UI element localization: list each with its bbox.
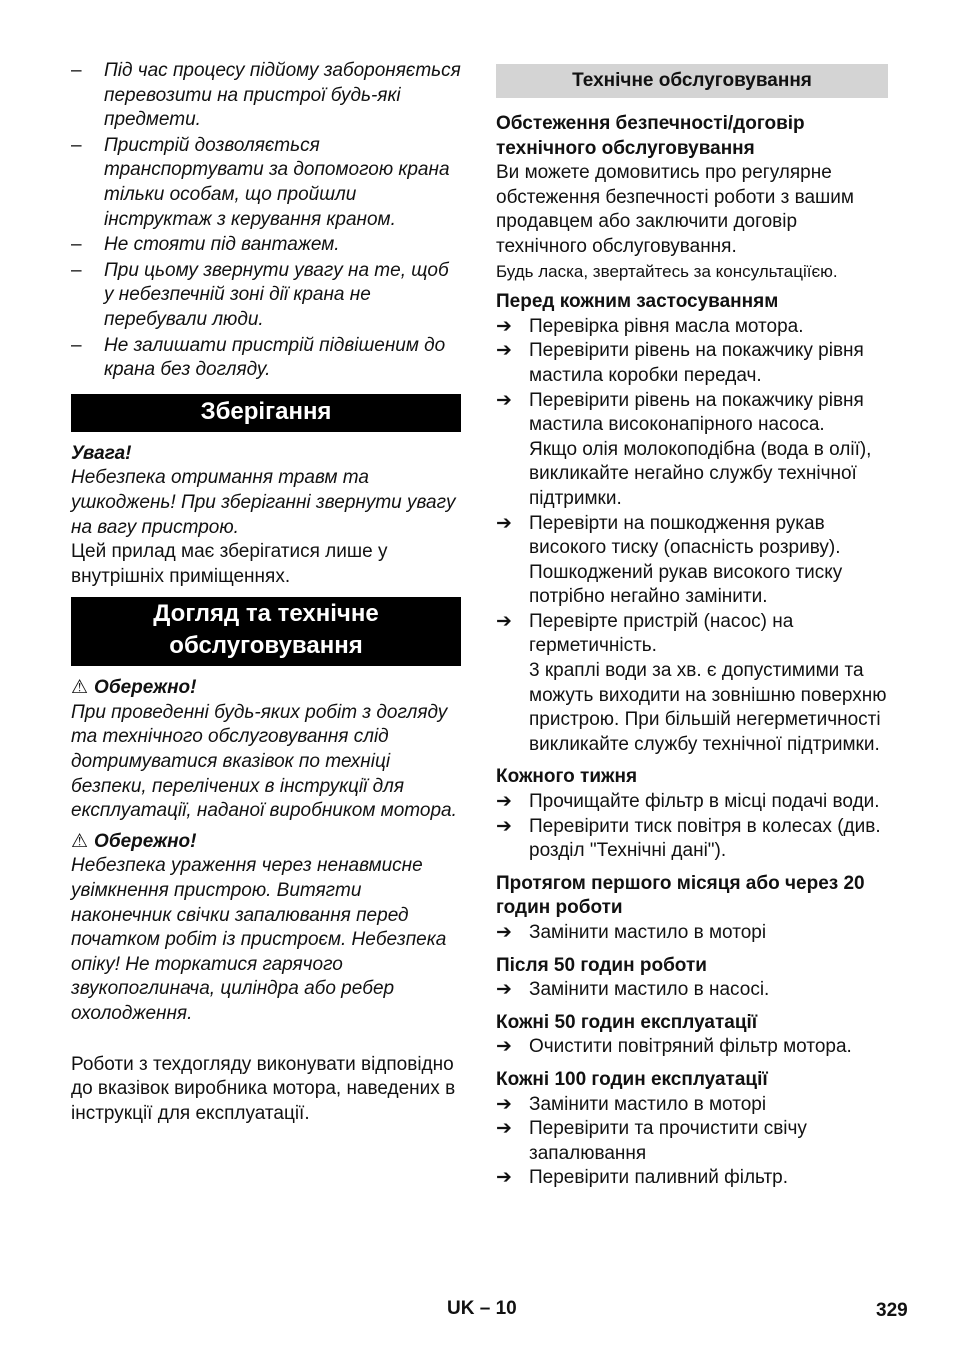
every-50-hours-heading: Кожні 50 годин експлуатації [496, 1011, 758, 1033]
caution-label-text: Обережно! [94, 677, 197, 699]
storage-text: Цей прилад має зберігатися лише у внутрішніх приміщеннях. [71, 541, 388, 587]
list-item-text: Під час процесу підйому забороняється перевозити на пристрої будь-які предмети. [104, 60, 461, 131]
right-column [496, 0, 888, 1191]
caution-label [71, 676, 461, 701]
dash-icon: – [71, 134, 82, 156]
list-item-text: Перевірити та прочистити свічу запалювання [529, 1118, 807, 1164]
list-item [496, 815, 888, 864]
safety-heading: Обстеження безпечності/договір технічного обслуговування [496, 113, 805, 159]
list-item-text: Замінити мастило в насосі. [529, 979, 770, 1001]
list-item [71, 233, 461, 258]
list-item-text: При цьому звернути увагу на те, щоб у небезпечній зоні дії крана не перебували люди. [104, 259, 449, 330]
caution-text: При проведенні будь-яких робіт з догляду та технічного обслуговування слід дотримуватися вказівок по техніці безпеки, перелічених в інструкції для експлуатації, наданої виробником мотора. [71, 701, 457, 822]
warning-icon: ⚠ [71, 830, 89, 852]
dash-icon: – [71, 259, 82, 281]
weekly-heading: Кожного тижня [496, 766, 638, 788]
storage-heading: Зберігання [71, 394, 461, 432]
dash-icon: – [71, 60, 82, 81]
warning-icon: ⚠ [71, 677, 89, 699]
list-item-text: Перевірте пристрій (насос) на герметичність. [529, 610, 794, 657]
arrow-icon: ➔ [496, 1167, 512, 1189]
arrow-icon: ➔ [496, 1118, 512, 1140]
list-item [496, 610, 888, 659]
list-item [496, 921, 888, 946]
arrow-icon: ➔ [496, 815, 512, 837]
care-text: Роботи з техдогляду виконувати відповідно до вказівок виробника мотора, наведених в інструкції для експлуатації. [71, 1053, 456, 1124]
left-column [71, 0, 461, 1126]
list-item-text: Перевірити паливний фільтр. [529, 1167, 788, 1189]
list-item-text: Перевірти на пошкодження рукав високого тиску (опасність розриву). [529, 512, 841, 559]
arrow-icon: ➔ [496, 389, 512, 411]
attention-label: Увага! [71, 442, 132, 464]
list-item-text: Не стояти під вантажем. [104, 234, 340, 256]
care-heading [71, 597, 461, 666]
list-item [496, 1035, 888, 1060]
list-item-text: Не залишати пристрій підвішеним до крана без догляду. [104, 334, 446, 381]
page-number: 329 [876, 1300, 908, 1321]
list-item-text: Перевірити рівень на покажчику рівня мастила коробки передач. [529, 340, 864, 386]
list-item-text: Замінити мастило в моторі [529, 922, 767, 943]
list-item-text: Замінити мастило в моторі [529, 1093, 767, 1115]
after-50-hours-heading: Після 50 годин роботи [496, 954, 707, 976]
list-item-note: Якщо олія молокоподібна (вода в олії), викликайте негайно службу технічної підтримки. [529, 438, 872, 509]
arrow-icon: ➔ [496, 512, 512, 534]
arrow-icon: ➔ [496, 1036, 512, 1058]
maintenance-heading: Технічне обслуговування [496, 64, 888, 98]
list-item [496, 389, 888, 438]
list-item [71, 259, 461, 333]
arrow-icon: ➔ [496, 791, 512, 813]
list-item [496, 339, 888, 388]
care-heading-line1: Догляд та технічне [153, 600, 379, 628]
safety-note: Будь ласка, звертайтесь за консультаціїєю. [496, 261, 838, 281]
every-100-hours-heading: Кожні 100 годин експлуатації [496, 1068, 768, 1090]
section-page-label: UK – 10 [447, 1298, 517, 1319]
list-item-note: 3 краплі води за хв. є допустимими та можуть виходити на зовнішню поверхню пристрою. При більшій негерметичності викликайте службу технічної підтримки. [529, 660, 887, 755]
safety-text: Ви можете домовитись про регулярне обстеження безпечності роботи з вашим продавцем або заключити договір технічного обслуговування. [496, 162, 854, 257]
dash-icon: – [71, 334, 82, 356]
arrow-icon: ➔ [496, 979, 512, 1001]
list-item [496, 315, 888, 340]
arrow-icon: ➔ [496, 1093, 512, 1115]
caution-label-text: Обережно! [94, 830, 197, 852]
list-item [496, 1117, 888, 1166]
list-item-note: Пошкоджений рукав високого тиску потрібно негайно замінити. [529, 561, 843, 608]
arrow-icon: ➔ [496, 922, 512, 943]
list-item-text: Перевірити тиск повітря в колесах (див. розділ "Технічні дані"). [529, 815, 881, 862]
list-item [496, 1166, 888, 1191]
list-item [71, 59, 461, 133]
care-heading-line2: обслуговування [169, 632, 363, 660]
storage-warning-text: Небезпека отримання травм та ушкоджень! При зберіганні звернути увагу на вагу пристрою. [71, 467, 456, 538]
first-month-heading: Протягом першого місяця або через 20 годин роботи [496, 872, 865, 919]
caution-label [71, 830, 461, 855]
dash-icon: – [71, 234, 82, 256]
list-item-text: Перевірка рівня масла мотора. [529, 315, 804, 337]
list-item [71, 134, 461, 232]
caution-text: Небезпека ураження через ненавмисне увімкнення пристрою. Витягти наконечник свічки запалювання перед початком робіт із пристроєм. Небезпека опіку! Не торкатися гарячого звукопоглинача, циліндра або ребер охолодження. [71, 855, 447, 1024]
list-item [496, 978, 888, 1003]
list-item [496, 1093, 888, 1118]
list-item-text: Пристрій дозволяється транспортувати за допомогою крана тільки особам, що пройшли інструктаж з керування краном. [104, 134, 450, 230]
list-item-text: Очистити повітряний фільтр мотора. [529, 1036, 852, 1058]
list-item-text: Прочищайте фільтр в місці подачі води. [529, 791, 880, 813]
arrow-icon: ➔ [496, 315, 512, 337]
list-item [496, 790, 888, 815]
before-use-heading: Перед кожним застосуванням [496, 291, 779, 313]
arrow-icon: ➔ [496, 340, 512, 362]
list-item-text: Перевірити рівень на покажчику рівня мастила високонапірного насоса. [529, 389, 864, 436]
arrow-icon: ➔ [496, 610, 512, 632]
list-item [496, 512, 888, 561]
list-item [71, 334, 461, 383]
